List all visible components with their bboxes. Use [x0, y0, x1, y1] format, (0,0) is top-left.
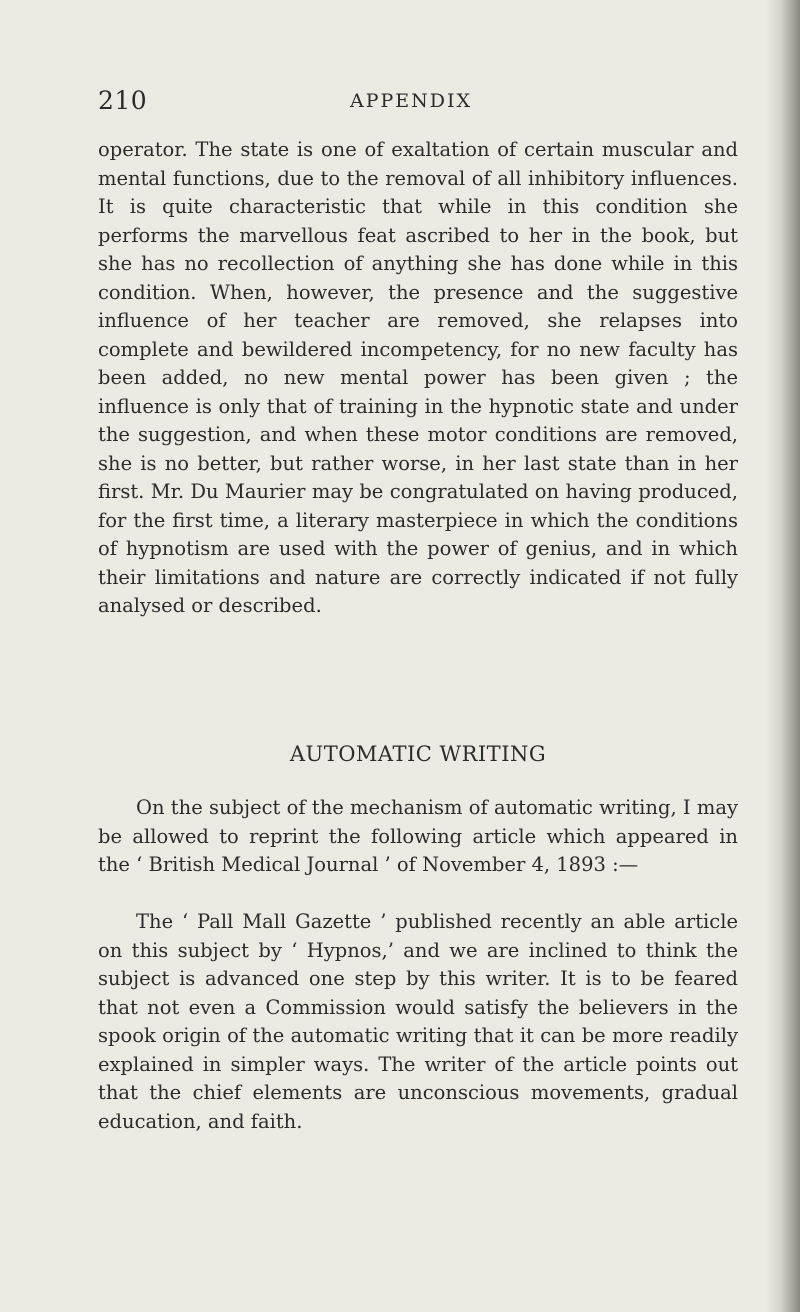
section-title: AUTOMATIC WRITING — [289, 742, 547, 766]
paragraph-reprinted-article: The ‘ Pall Mall Gazette ’ published recently an able article on this subject by ‘ Hypnos,’ and we are inclined to think the subject is advanced one step by this writer. It is to be feared that not even a Commission would satisfy the believers in the spook origin of the automatic writing that it can be more readily explained in simpler ways. The writer of the article points out that the chief elements are unconscious movements, gradual education, and faith. — [98, 910, 738, 1133]
page-header — [98, 86, 738, 120]
page-number: 210 — [98, 86, 148, 115]
page-edge-shadow — [766, 0, 800, 1312]
running-head: APPENDIX — [350, 90, 473, 112]
paragraph-hypnotism: operator. The state is one of exaltation of certain muscular and mental functions, due to the removal of all inhibitory influences. It is quite characteristic that while in this condition she performs the marvellous feat ascribed to her in the book, but she has no recollection of anything she has done while in this condition. When, however, the presence and the suggestive influence of her teacher are removed, she relapses into complete and bewildered incompetency, for no new faculty has been added, no new mental power has been given ; the influence is only that of training in the hypnotic state and under the suggestion, and when these motor conditions are removed, she is no better, but rather worse, in her last state than in her first. Mr. Du Maurier may be congratulated on having produced, for the first time, a literary masterpiece in which the conditions of hypnotism are used with the power of genius, and in which their limitations and nature are correctly indicated if not fully analysed or described. — [98, 138, 738, 617]
paragraph-intro-article: On the subject of the mechanism of automatic writing, I may be allowed to reprint the following article which appeared in the ‘ British Medical Journal ’ of November 4, 1893 :— — [98, 796, 738, 876]
